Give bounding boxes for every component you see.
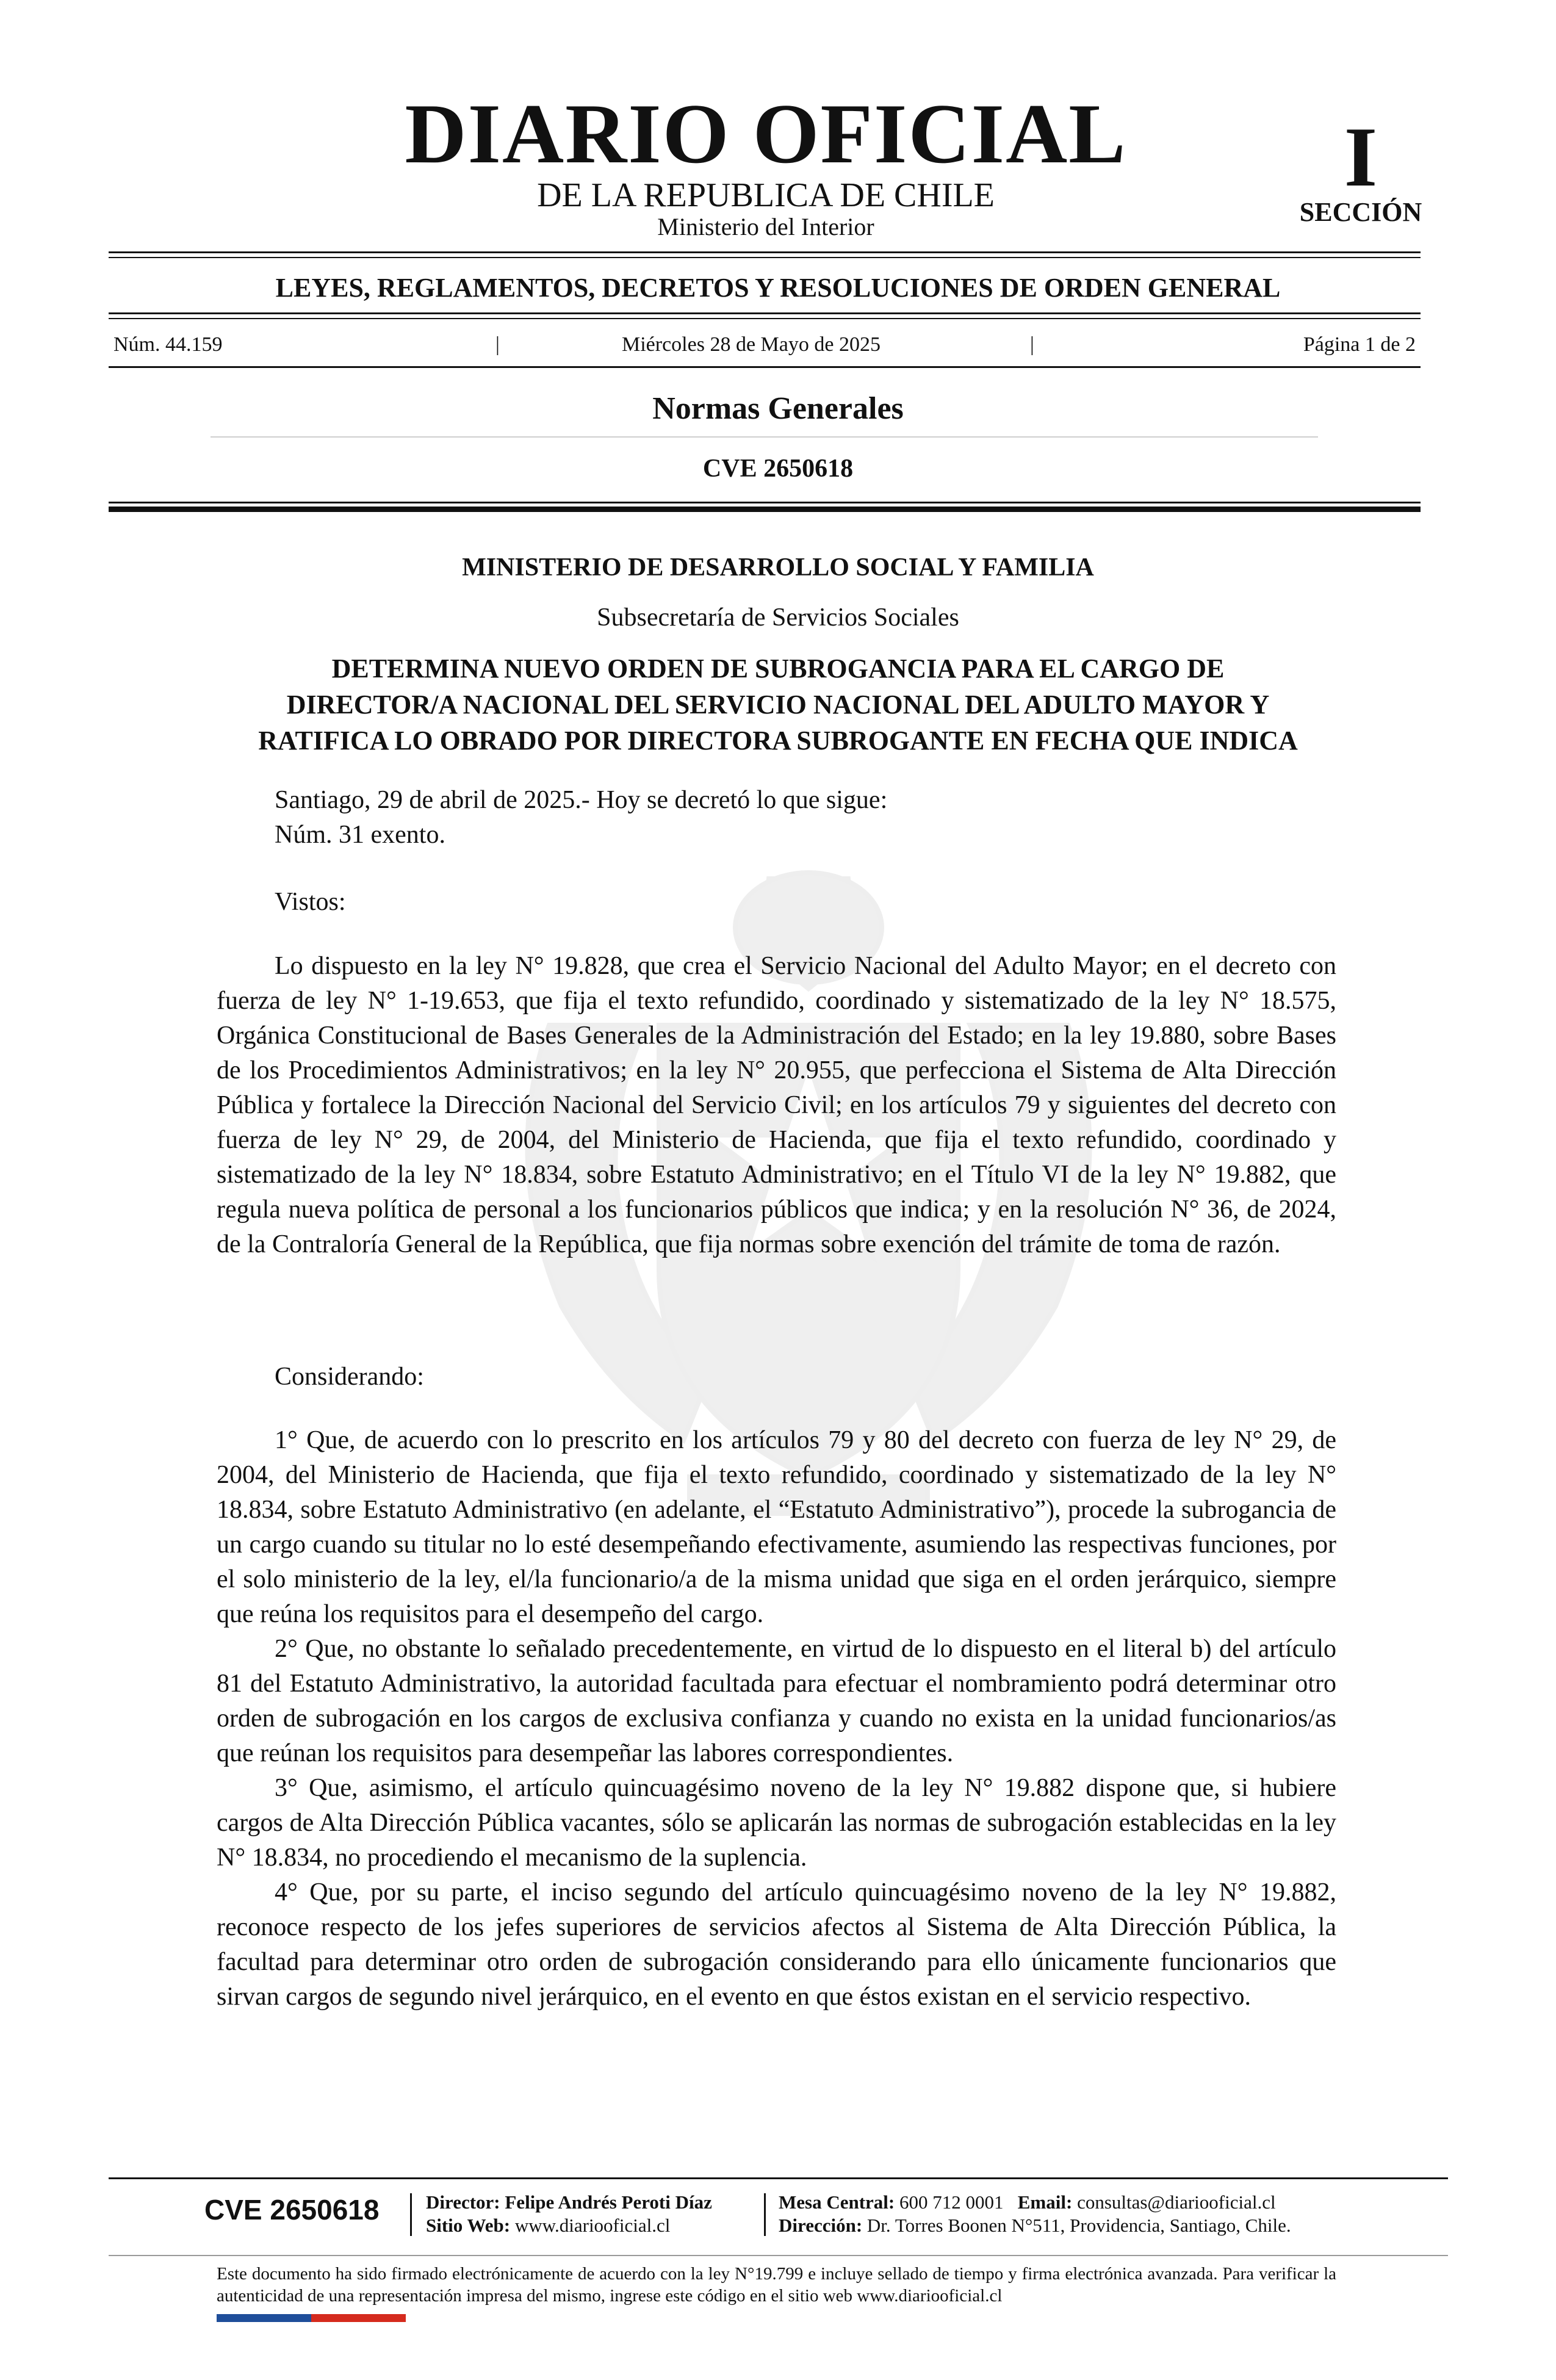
- decree-title-line: DETERMINA NUEVO ORDEN DE SUBROGANCIA PARA EL CARGO DE: [331, 654, 1225, 683]
- direccion-value: Dr. Torres Boonen N°511, Providencia, Santiago, Chile.: [866, 2215, 1291, 2236]
- web-link[interactable]: www.diariooficial.cl: [514, 2215, 671, 2236]
- section-divider: [211, 436, 1318, 438]
- vistos-text: Lo dispuesto en la ley N° 19.828, que crea el Servicio Nacional del Adulto Mayor; en el decreto con fuerza de ley N° 1-19.653, que fija el texto refundido, coordinado y sistematizado de la ley N° 18.575, Orgánica Constitucional de Bases Generales de la Administración del Estado; en la ley 19.880, sobre Bases de los Procedimientos Administrativos; en la ley N° 20.955, que perfecciona el Sistema de Alta Dirección Pública y fortalece la Dirección Nacional del Servicio Civil; en los artículos 79 y siguientes del decreto con fuerza de ley N° 29, de 2004, del Ministerio de Hacienda, que fija el texto refundido, coordinado y sistematizado de la ley N° 18.834, sobre Estatuto Administrativo; en el Título VI de la ley N° 19.882, que regula nueva política de personal a los funcionarios públicos que indica; y en la resolución N° 36, de 2024, de la Contraloría General de la República, que fija normas sobre exención del trámite de toma de razón.: [217, 952, 1336, 1258]
- decree-intro: [217, 783, 1336, 853]
- section-number: I: [1344, 110, 1378, 204]
- footer-cve: CVE 2650618: [204, 2194, 380, 2226]
- ministry-name: MINISTERIO DE DESARROLLO SOCIAL Y FAMILIA: [462, 554, 1094, 582]
- direccion-label: Dirección:: [779, 2215, 863, 2236]
- cve-rule: [109, 502, 1421, 503]
- email-link[interactable]: consultas@diariooficial.cl: [1077, 2191, 1276, 2213]
- footer-rule-2: [109, 2255, 1448, 2256]
- director-name: Felipe Andrés Peroti Díaz: [505, 2191, 712, 2213]
- intro-line: Santiago, 29 de abril de 2025.- Hoy se decretó lo que sigue:: [275, 786, 888, 814]
- footer-rule: [109, 2177, 1448, 2179]
- newspaper-subtitle: DE LA REPUBLICA DE CHILE: [537, 176, 995, 214]
- issue-number: Núm. 44.159: [113, 333, 223, 356]
- director-label: Director:: [426, 2191, 500, 2213]
- vistos-label: [217, 885, 1336, 920]
- cve-rule-thick: [109, 507, 1421, 512]
- flag-stripe-blue: [217, 2314, 311, 2322]
- footer-divider: [410, 2193, 412, 2236]
- considerando-item: 2° Que, no obstante lo señalado precedentemente, en virtud de lo dispuesto en el literal b) del artículo 81 del Estatuto Administrativo, la autoridad facultada para efectuar el nombramiento podrá determinar otro orden de subrogación en los cargos de exclusiva confianza y cuando no exista en la unidad funcionarios/as que reúnan los requisitos para desempeñar las labores correspondientes.: [217, 1635, 1336, 1767]
- meta-rule: [109, 366, 1421, 368]
- header-rule-mid: [109, 312, 1421, 314]
- issue-meta-row: [113, 333, 1416, 361]
- vistos-paragraph: [217, 949, 1336, 1262]
- vistos-label-text: Vistos:: [275, 888, 346, 916]
- considerando-item: 3° Que, asimismo, el artículo quincuagésimo noveno de la ley N° 19.882 dispone que, si hubiere cargos de Alta Dirección Pública vacantes, sólo se aplicarán las normas de subrogación establecidas en la ley N° 18.834, no procediendo el mecanismo de la suplencia.: [217, 1774, 1336, 1872]
- section-label: SECCIÓN: [1299, 197, 1422, 227]
- considerando-item: 1° Que, de acuerdo con lo prescrito en los artículos 79 y 80 del decreto con fuerza de ley N° 29, de 2004, del Ministerio de Hacienda, que fija el texto refundido, coordinado y sistematizado de la ley N° 18.834, sobre Estatuto Administrativo (en adelante, el “Estatuto Administrativo”), procede la subrogancia de un cargo cuando su titular no lo esté desempeñando efectivamente, asumiendo las respectivas funciones, por el solo ministerio de la ley, el/la funcionario/a de la misma unidad que siga en el orden jerárquico, siempre que reúna los requisitos para el desempeño del cargo.: [217, 1426, 1336, 1628]
- header-rule-top: [109, 251, 1421, 253]
- considerando-label-text: Considerando:: [275, 1363, 424, 1391]
- email-label: Email:: [1017, 2191, 1073, 2213]
- footer-director-block: [426, 2191, 712, 2237]
- web-label: Sitio Web:: [426, 2215, 511, 2236]
- meta-separator: |: [1030, 333, 1034, 356]
- newspaper-ministry: Ministerio del Interior: [657, 213, 874, 240]
- header-rule-top-2: [109, 257, 1421, 258]
- footer-divider: [764, 2193, 766, 2236]
- considerando-label: [217, 1360, 1336, 1394]
- decree-title: [0, 651, 1556, 759]
- mesa-label: Mesa Central:: [779, 2191, 895, 2213]
- mesa-phone: 600 712 0001: [899, 2191, 1004, 2213]
- decree-title-line: DIRECTOR/A NACIONAL DEL SERVICIO NACIONAL DEL ADULTO MAYOR Y: [286, 690, 1270, 719]
- footer-contact-block: [779, 2191, 1291, 2237]
- newspaper-title: DIARIO OFICIAL: [405, 87, 1127, 181]
- cve-code: CVE 2650618: [702, 455, 854, 483]
- page-indicator: Página 1 de 2: [1303, 333, 1416, 356]
- meta-separator: |: [495, 333, 500, 356]
- issue-date: Miércoles 28 de Mayo de 2025: [622, 333, 881, 356]
- footer-legal-note: Este documento ha sido firmado electrónicamente de acuerdo con la ley N°19.799 e incluye sellado de tiempo y firma electrónica avanzada. Para verificar la autenticidad de una representación impresa del mismo, ingrese este código en el sitio web www.diariooficial.cl: [217, 2264, 1336, 2306]
- considerando-item: 4° Que, por su parte, el inciso segundo del artículo quincuagésimo noveno de la ley N° 19.882, reconoce respecto de los jefes superiores de servicios afectos al Sistema de Alta Dirección Pública, la facultad para determinar otro orden de subrogación considerando para ello únicamente funcionarios que sirvan cargos de segundo nivel jerárquico, en el evento en que éstos existan en el servicio respectivo.: [217, 1878, 1336, 2011]
- category-line: LEYES, REGLAMENTOS, DECRETOS Y RESOLUCIONES DE ORDEN GENERAL: [275, 273, 1281, 303]
- subsecretaria-name: Subsecretaría de Servicios Sociales: [597, 604, 959, 632]
- decree-title-line: RATIFICA LO OBRADO POR DIRECTORA SUBROGANTE EN FECHA QUE INDICA: [258, 726, 1298, 755]
- header-rule-mid-2: [109, 318, 1421, 319]
- decree-number: Núm. 31 exento.: [275, 821, 445, 849]
- considerandos: [217, 1423, 1336, 2014]
- flag-stripe-red: [311, 2314, 406, 2322]
- section-heading: Normas Generales: [652, 391, 904, 426]
